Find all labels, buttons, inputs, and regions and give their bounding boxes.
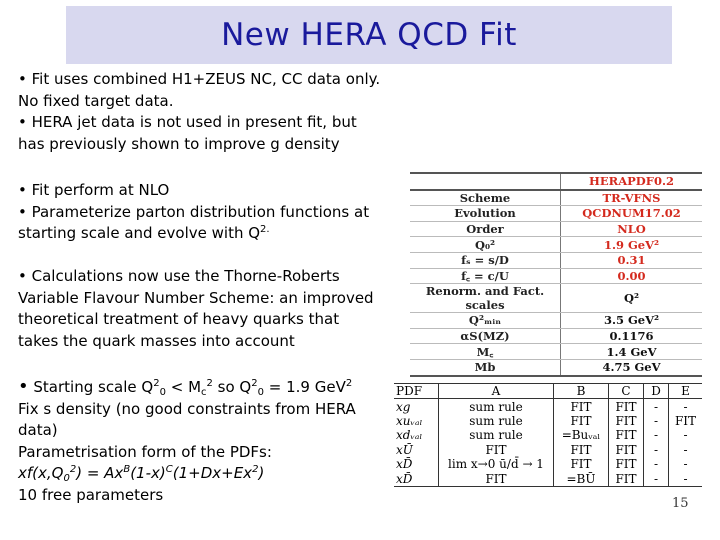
table-cell: Mb: [410, 359, 561, 375]
table-cell: FIT: [554, 414, 609, 428]
text-segment: = 1.9 GeV: [264, 378, 346, 396]
text-line: • HERA jet data is not used in present fit, but: [18, 113, 357, 131]
table-cell: FIT: [554, 457, 609, 471]
table-cell: -: [683, 457, 688, 472]
table-header-row: [394, 384, 702, 399]
text-line: • Fit perform at NLO: [18, 181, 170, 199]
table-row: [410, 313, 702, 329]
text-line: takes the quark masses into account: [18, 331, 295, 350]
superscript: 2: [251, 378, 258, 389]
table-cell: 0.00: [561, 268, 703, 284]
table-cell: xD̄: [394, 457, 439, 471]
table-row: [394, 457, 702, 471]
text-segment: Starting scale Q: [28, 378, 154, 396]
table-cell: -: [669, 471, 703, 486]
text-line: Fix s density (no good constraints from HERA: [18, 399, 356, 418]
table-cell: FIT: [554, 443, 609, 457]
superscript: C: [165, 464, 173, 475]
superscript: 2.: [260, 224, 270, 235]
subscript: 0: [159, 387, 166, 398]
bullet-block-data: [18, 69, 380, 155]
superscript: 2: [69, 464, 77, 475]
table-cell: f꜀ = c/U: [410, 268, 561, 284]
table-row: [394, 414, 702, 428]
table-cell: FIT: [439, 471, 554, 486]
table-cell: -: [644, 414, 669, 428]
table-cell: FIT: [609, 414, 644, 428]
table-cell: Q²: [561, 284, 703, 313]
table-cell: 4.75 GeV: [561, 359, 703, 375]
table-cell: FIT: [609, 399, 644, 414]
table-row: [410, 284, 702, 313]
text-segment: (1-x): [130, 464, 166, 482]
superscript: 2: [153, 378, 160, 389]
text-segment: xf(x,Q: [18, 464, 64, 482]
table-row: [394, 443, 702, 457]
table-cell: sum rule: [439, 399, 554, 414]
table-cell: =BŪ: [554, 471, 609, 486]
subscript: 0: [257, 387, 264, 398]
formula-line: [18, 463, 356, 485]
table-cell: 0.31: [561, 252, 703, 268]
table-cell: FIT: [439, 443, 554, 457]
table-header-row: [410, 173, 702, 190]
table-cell: αS(MZ): [410, 328, 561, 344]
table-cell: FIT: [609, 443, 644, 457]
table-cell: QCDNUM17.02: [561, 206, 703, 222]
text-segment: ) = Ax: [76, 464, 124, 482]
table-row: [410, 190, 702, 206]
table-cell: TR-VFNS: [561, 190, 703, 206]
bullet-block-scheme: [18, 266, 374, 352]
bullet-block-nlo: [18, 180, 369, 245]
text-segment: so Q: [212, 378, 252, 396]
slide-title: New HERA QCD Fit: [221, 17, 517, 53]
table-cell: lim x→0 ū/d̄ → 1: [439, 457, 554, 471]
table-cell: Q₀²: [410, 237, 561, 253]
table-cell: Order: [410, 221, 561, 237]
table-cell: -: [644, 428, 669, 442]
table-cell: sum rule: [439, 414, 554, 428]
superscript: 2: [345, 378, 353, 389]
table-cell: -: [669, 399, 703, 414]
table-cell: -: [683, 428, 688, 443]
table-row: [410, 359, 702, 375]
table-cell: -: [644, 471, 669, 486]
table-cell: M꜀: [410, 344, 561, 360]
table-header-cell: HERAPDF0.2: [561, 173, 703, 190]
table-cell: fₛ = s/D: [410, 252, 561, 268]
table-cell: -: [644, 457, 669, 471]
table-cell: sum rule: [439, 428, 554, 442]
table-row: [410, 344, 702, 360]
table-cell: NLO: [561, 221, 703, 237]
table-cell: Q²ₘᵢₙ: [410, 313, 561, 329]
table-row: [394, 428, 702, 442]
table-cell: FIT: [609, 471, 644, 486]
table-cell: 1.9 GeV²: [561, 237, 703, 253]
table-header-cell: C: [609, 384, 644, 399]
bullet-glyph: •: [18, 376, 29, 397]
bullet-block-parametrisation: [18, 376, 356, 506]
table-row: [394, 471, 702, 486]
table-cell: xD̄: [394, 471, 439, 486]
superscript: 2: [252, 464, 259, 475]
text-line: Parametrisation form of the PDFs:: [18, 442, 272, 461]
table-row: [410, 221, 702, 237]
table-cell: Scheme: [410, 190, 561, 206]
table-header-cell: A: [439, 384, 554, 399]
table-header-cell: B: [554, 384, 609, 399]
text-line: data): [18, 421, 58, 439]
table-cell: -: [683, 442, 688, 457]
table-cell: xdᵥₐₗ: [394, 428, 439, 442]
table-row: [394, 399, 702, 414]
text-line: theoretical treatment of heavy quarks that: [18, 310, 340, 328]
table-cell: xg: [394, 399, 439, 414]
table-cell: 1.4 GeV: [561, 344, 703, 360]
scheme-settings-table: [410, 172, 702, 377]
table-cell: FIT: [609, 428, 644, 442]
text-line: • Calculations now use the Thorne-Roberts: [18, 267, 340, 285]
table-row: [410, 268, 702, 284]
table-header-cell: E: [669, 384, 703, 399]
text-segment: (1+Dx+Ex: [172, 464, 253, 482]
text-line: Variable Flavour Number Scheme: an improved: [18, 288, 374, 307]
table-cell: FIT: [674, 413, 697, 428]
table-cell: -: [644, 443, 669, 457]
subscript: c: [201, 387, 207, 398]
table-row: [410, 237, 702, 253]
table-cell: FIT: [554, 399, 609, 414]
table-cell: 0.1176: [561, 328, 703, 344]
text-line: [18, 223, 369, 245]
table-cell: FIT: [609, 457, 644, 471]
text-line: [18, 376, 356, 399]
table-cell: [410, 173, 561, 190]
text-line: • Parameterize parton distribution functions at: [18, 202, 370, 221]
table-cell: 3.5 GeV²: [561, 313, 703, 329]
text-segment: ): [258, 464, 265, 482]
text-line: 10 free parameters: [18, 485, 164, 504]
text-line: • Fit uses combined H1+ZEUS NC, CC data only.: [18, 70, 381, 88]
table-cell: =Buᵥₐₗ: [554, 428, 609, 442]
table-cell: xŪ: [394, 443, 439, 457]
table-header-cell: PDF: [394, 384, 439, 399]
text-line: has previously shown to improve g density: [18, 134, 340, 153]
subscript: 0: [63, 473, 70, 484]
table-cell: xuᵥₐₗ: [394, 414, 439, 428]
page-number: 15: [672, 496, 689, 511]
table-row: [410, 328, 702, 344]
table-cell: Renorm. and Fact. scales: [410, 284, 561, 313]
table-cell: -: [644, 399, 669, 414]
table-row: [410, 206, 702, 222]
table-cell: Evolution: [410, 206, 561, 222]
text-segment: < M: [165, 378, 202, 396]
superscript: 2: [206, 378, 213, 389]
table-row: [410, 252, 702, 268]
superscript: B: [123, 464, 131, 475]
table-header-cell: D: [644, 384, 669, 399]
title-banner: [66, 6, 672, 64]
pdf-parametrisation-table: [394, 383, 702, 487]
text-segment: starting scale and evolve with Q: [18, 224, 261, 242]
text-line: No fixed target data.: [18, 91, 174, 110]
